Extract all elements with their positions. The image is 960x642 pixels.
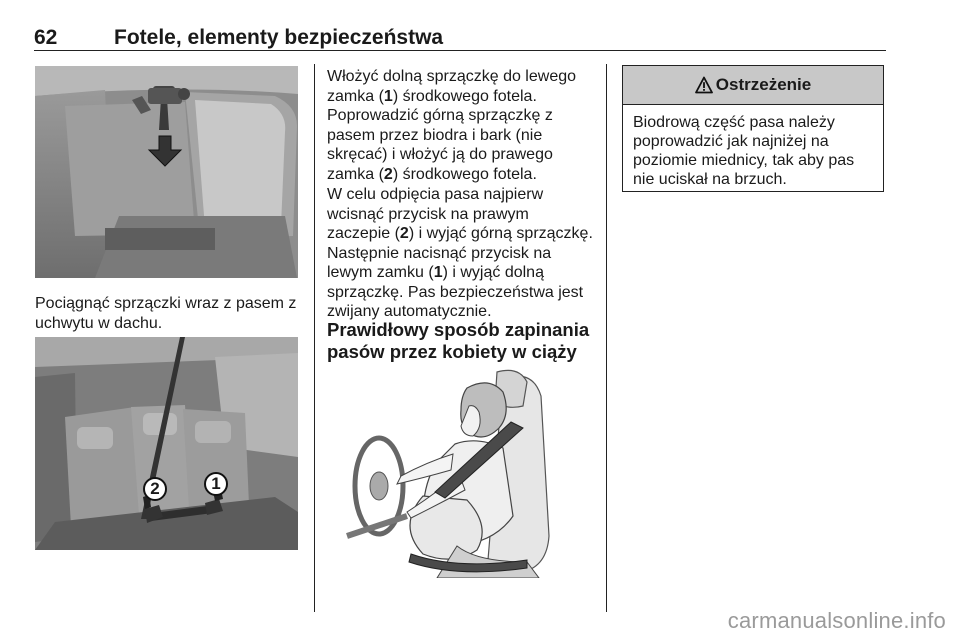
pregnant-belt-illustration xyxy=(327,366,591,578)
callout-1: 1 xyxy=(204,472,228,496)
warning-box xyxy=(622,65,884,192)
warning-header xyxy=(623,66,883,105)
watermark: carmanualsonline.info xyxy=(727,608,946,633)
page-header xyxy=(34,26,886,50)
figure-roof-buckle xyxy=(35,66,298,278)
roof-buckle-illustration xyxy=(35,66,298,278)
section-heading-pregnant: Prawidłowy sposób zapinania pasów przez kobiety w ciąży xyxy=(327,319,590,362)
warning-title: Ostrzeżenie xyxy=(715,75,812,94)
header-rule xyxy=(34,50,886,51)
column-divider-right xyxy=(606,64,607,612)
paragraph-release-instructions: W celu odpięcia pasa najpierw wcisnąć przycisk na prawym zaczepie (2) i wyjąć górną sprzączkę. Następnie nacisnąć przycisk na lewym zamku (1) i wyjąć dolną sprzączkę. Pas bezpieczeństwa jest zwijany automatycznie. xyxy=(327,186,593,320)
page-number: 62 xyxy=(34,26,58,49)
figure-pregnant-belt xyxy=(327,366,591,578)
paragraph-fasten-instructions: Włożyć dolną sprzączkę do lewego zamka (1) środkowego fotela. Poprowadzić górną sprzączkę z pasem przez biodra i bark (nie skręcać) i włożyć ją do prawego zamka (2) środkowego fotela. xyxy=(327,68,577,183)
figure-seat-buckles xyxy=(35,337,298,550)
callout-2: 2 xyxy=(143,477,167,501)
column-divider-left xyxy=(314,64,315,612)
seat-buckles-illustration xyxy=(35,337,298,550)
chapter-title: Fotele, elementy bezpieczeństwa xyxy=(114,26,444,49)
figure1-caption: Pociągnąć sprzączki wraz z pasem z uchwytu w dachu. xyxy=(35,295,297,332)
warning-text: Biodrową część pasa należy poprowadzić jak najniżej na poziomie miednicy, tak aby pas nie uciskał na brzuch. xyxy=(633,114,855,188)
warning-triangle-icon xyxy=(695,76,713,94)
